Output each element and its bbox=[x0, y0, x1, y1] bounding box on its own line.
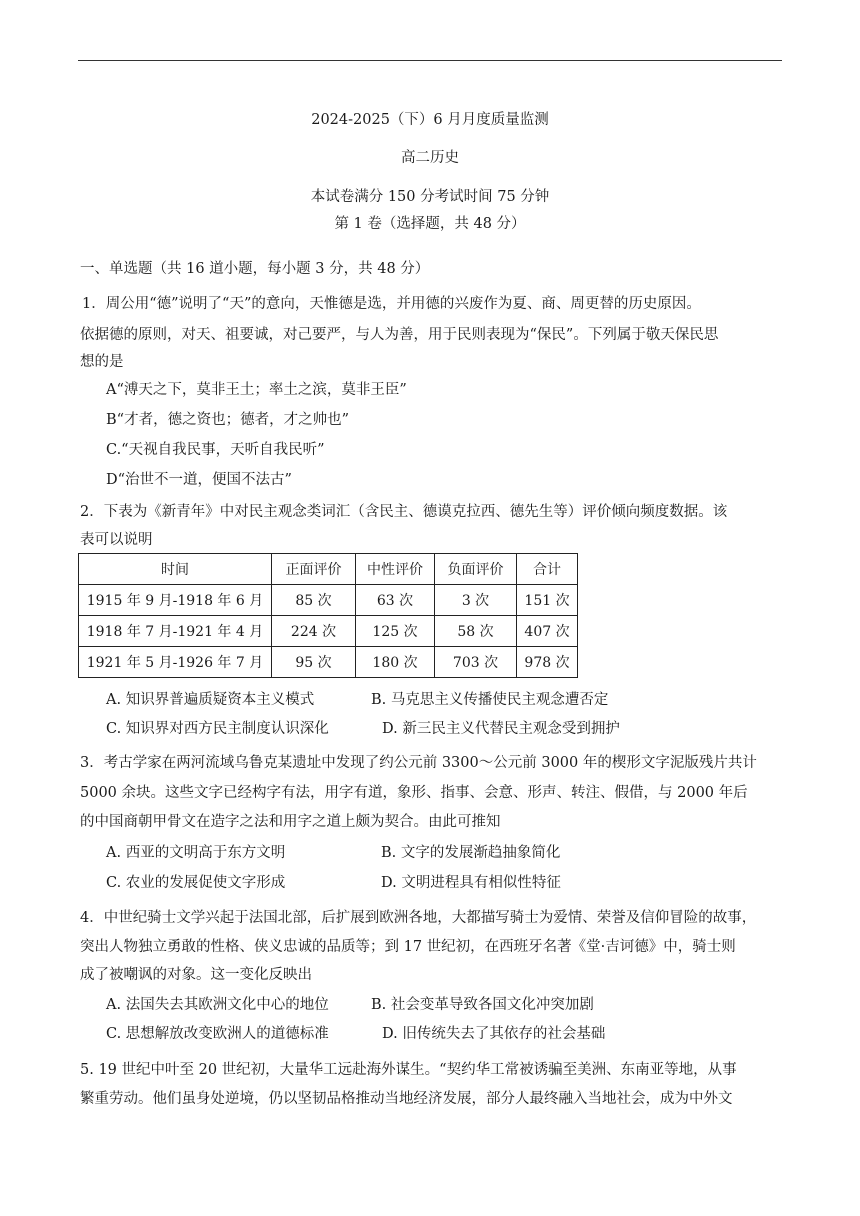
q2-option-d: D. 新三民主义代替民主观念受到拥护 bbox=[382, 721, 620, 737]
q1-stem-line: 想的是 bbox=[80, 354, 124, 370]
table-cell: 224 次 bbox=[272, 616, 356, 647]
table-cell: 151 次 bbox=[517, 585, 578, 616]
q1-stem-line: 依据德的原则，对天、祖要诚，对己要严，与人为善，用于民则表现为“保民”。下列属于敬天保民思 bbox=[80, 327, 719, 343]
table-cell: 1918 年 7 月-1921 年 4 月 bbox=[79, 616, 272, 647]
q2-option-c: C. 知识界对西方民主制度认识深化 bbox=[106, 721, 329, 737]
table-header-cell: 负面评价 bbox=[435, 554, 517, 585]
exam-info: 本试卷满分 150 分考试时间 75 分钟 bbox=[310, 189, 550, 205]
table-cell: 180 次 bbox=[356, 647, 435, 678]
frequency-table bbox=[78, 553, 578, 678]
q3-option-a: A. 西亚的文明高于东方文明 bbox=[106, 845, 286, 861]
table-row bbox=[79, 616, 578, 647]
q3-stem-line: 3．考古学家在两河流域乌鲁克某遗址中发现了约公元前 3300～公元前 3000 年的楔形文字泥版残片共计 bbox=[80, 755, 757, 771]
q1-option-b: B“才者，德之资也；德者，才之帅也” bbox=[106, 412, 349, 428]
q5-stem-line: 繁重劳动。他们虽身处逆境，仍以坚韧品格推动当地经济发展，部分人最终融入当地社会，成为中外文 bbox=[80, 1091, 733, 1107]
q4-stem-line: 突出人物独立勇敢的性格、侠义忠诚的品质等；到 17 世纪初，在西班牙名著《堂·吉诃德》中，骑士则 bbox=[80, 939, 736, 955]
q2-stem-line: 表可以说明 bbox=[80, 532, 153, 548]
q4-stem-line: 成了被嘲讽的对象。这一变化反映出 bbox=[80, 967, 312, 983]
table-header-cell: 合计 bbox=[517, 554, 578, 585]
table-cell: 3 次 bbox=[435, 585, 517, 616]
table-cell: 978 次 bbox=[517, 647, 578, 678]
table-cell: 407 次 bbox=[517, 616, 578, 647]
q3-option-c: C. 农业的发展促使文字形成 bbox=[106, 875, 286, 891]
q4-option-d: D. 旧传统失去了其依存的社会基础 bbox=[382, 1026, 606, 1042]
q1-option-a: A“溥天之下，莫非王土；率土之滨，莫非王臣” bbox=[106, 382, 407, 398]
table-header-cell: 正面评价 bbox=[272, 554, 356, 585]
q3-stem-line: 5000 余块。这些文字已经构字有法，用字有道，象形、指事、会意、形声、转注、假借，与 2000 年后 bbox=[80, 785, 748, 801]
table-cell: 703 次 bbox=[435, 647, 517, 678]
q4-stem-line: 4．中世纪骑士文学兴起于法国北部，后扩展到欧洲各地，大都描写骑士为爱情、荣誉及信仰冒险的故事， bbox=[80, 910, 757, 926]
q1-option-c: C.“天视自我民事，天听自我民听” bbox=[106, 442, 325, 458]
table-cell: 58 次 bbox=[435, 616, 517, 647]
table-header-row bbox=[79, 554, 578, 585]
section-heading: 一、单选题（共 16 道小题，每小题 3 分，共 48 分） bbox=[80, 261, 430, 277]
q1-stem-line: 1．周公用“德”说明了“天”的意向，天惟德是选，并用德的兴废作为夏、商、周更替的历史原因。 bbox=[82, 296, 701, 312]
q5-stem-line: 5. 19 世纪中叶至 20 世纪初，大量华工远赴海外谋生。“契约华工常被诱骗至美洲、东南亚等地，从事 bbox=[80, 1062, 737, 1078]
table-header-cell: 中性评价 bbox=[356, 554, 435, 585]
table-cell: 63 次 bbox=[356, 585, 435, 616]
q1-option-d: D“治世不一道，便国不法古” bbox=[106, 472, 292, 488]
table-row bbox=[79, 647, 578, 678]
exam-title: 2024-2025（下）6 月月度质量监测 bbox=[311, 112, 549, 128]
q3-option-d: D. 文明进程具有相似性特征 bbox=[381, 875, 561, 891]
table-row bbox=[79, 585, 578, 616]
q2-option-a: A. 知识界普遍质疑资本主义模式 bbox=[106, 692, 315, 708]
table-cell: 1915 年 9 月-1918 年 6 月 bbox=[79, 585, 272, 616]
table-cell: 85 次 bbox=[272, 585, 356, 616]
q3-stem-line: 的中国商朝甲骨文在造字之法和用字之道上颇为契合。由此可推知 bbox=[80, 814, 501, 830]
q3-option-b: B. 文字的发展渐趋抽象简化 bbox=[381, 845, 561, 861]
table-cell: 125 次 bbox=[356, 616, 435, 647]
subject-title: 高二历史 bbox=[401, 150, 459, 166]
volume-title: 第 1 卷（选择题，共 48 分） bbox=[334, 216, 526, 232]
q2-stem-line: 2．下表为《新青年》中对民主观念类词汇（含民主、德谟克拉西、德先生等）评价倾向频度数据。该 bbox=[80, 504, 728, 520]
table-cell: 95 次 bbox=[272, 647, 356, 678]
q4-option-b: B. 社会变革导致各国文化冲突加剧 bbox=[371, 997, 594, 1013]
table-cell: 1921 年 5 月-1926 年 7 月 bbox=[79, 647, 272, 678]
top-rule bbox=[78, 60, 782, 61]
q4-option-a: A. 法国失去其欧洲文化中心的地位 bbox=[106, 997, 329, 1013]
q4-option-c: C. 思想解放改变欧洲人的道德标准 bbox=[106, 1026, 329, 1042]
table-header-cell: 时间 bbox=[79, 554, 272, 585]
q2-option-b: B. 马克思主义传播使民主观念遭否定 bbox=[371, 692, 609, 708]
